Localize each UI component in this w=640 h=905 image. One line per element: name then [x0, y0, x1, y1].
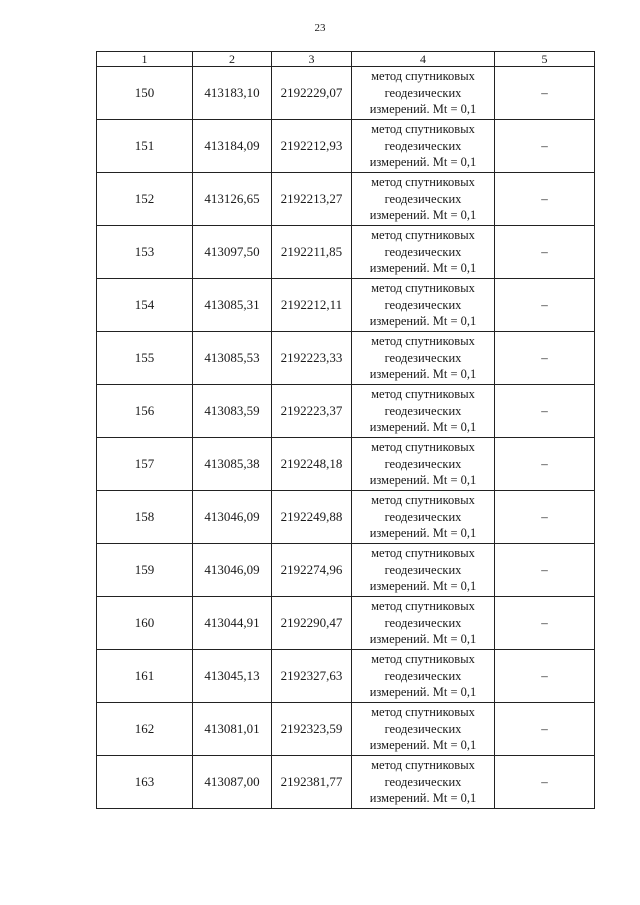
method-line: геодезических: [384, 191, 462, 206]
method-line: геодезических: [384, 138, 462, 153]
method-line: геодезических: [384, 721, 462, 736]
method-line: геодезических: [384, 85, 462, 100]
x-coordinate-cell: 413083,59: [193, 385, 272, 438]
method-line: метод спутниковых: [371, 546, 475, 561]
method-line: измерений. Mt = 0,1: [369, 102, 477, 117]
header-row: [97, 52, 595, 67]
point-number-cell: 152: [97, 173, 193, 226]
method-line: геодезических: [384, 509, 462, 524]
method-cell: [352, 650, 495, 703]
x-coordinate-cell: 413085,38: [193, 438, 272, 491]
column-header: 4: [352, 52, 495, 67]
y-coordinate-cell: 2192211,85: [272, 226, 352, 279]
note-cell: –: [495, 756, 595, 809]
method-cell: [352, 67, 495, 120]
table-row: [97, 650, 595, 703]
note-cell: –: [495, 438, 595, 491]
method-line: метод спутниковых: [371, 334, 475, 349]
method-line: измерений. Mt = 0,1: [369, 208, 477, 223]
point-number-cell: 155: [97, 332, 193, 385]
method-line: измерений. Mt = 0,1: [369, 685, 477, 700]
method-line: измерений. Mt = 0,1: [369, 579, 477, 594]
point-number-cell: 156: [97, 385, 193, 438]
method-cell: [352, 226, 495, 279]
point-number-cell: 160: [97, 597, 193, 650]
method-cell: [352, 491, 495, 544]
x-coordinate-cell: 413046,09: [193, 491, 272, 544]
note-cell: –: [495, 173, 595, 226]
table-row: [97, 226, 595, 279]
method-line: геодезических: [384, 456, 462, 471]
point-number-cell: 159: [97, 544, 193, 597]
method-line: геодезических: [384, 774, 462, 789]
note-cell: –: [495, 332, 595, 385]
y-coordinate-cell: 2192223,37: [272, 385, 352, 438]
x-coordinate-cell: 413097,50: [193, 226, 272, 279]
point-number-cell: 151: [97, 120, 193, 173]
method-line: измерений. Mt = 0,1: [369, 632, 477, 647]
note-cell: –: [495, 597, 595, 650]
column-header: 5: [495, 52, 595, 67]
method-line: геодезических: [384, 297, 462, 312]
x-coordinate-cell: 413046,09: [193, 544, 272, 597]
method-line: измерений. Mt = 0,1: [369, 526, 477, 541]
method-line: метод спутниковых: [371, 175, 475, 190]
page-number: 23: [314, 22, 326, 34]
x-coordinate-cell: 413183,10: [193, 67, 272, 120]
table-row: [97, 120, 595, 173]
note-cell: –: [495, 650, 595, 703]
method-cell: [352, 385, 495, 438]
x-coordinate-cell: 413081,01: [193, 703, 272, 756]
point-number-cell: 163: [97, 756, 193, 809]
point-number-cell: 154: [97, 279, 193, 332]
method-line: метод спутниковых: [371, 281, 475, 296]
table-row: [97, 597, 595, 650]
method-line: измерений. Mt = 0,1: [369, 261, 477, 276]
table-row: [97, 67, 595, 120]
table-row: [97, 332, 595, 385]
table-row: [97, 173, 595, 226]
point-number-cell: 162: [97, 703, 193, 756]
table-row: [97, 385, 595, 438]
table-row: [97, 544, 595, 597]
y-coordinate-cell: 2192229,07: [272, 67, 352, 120]
method-line: метод спутниковых: [371, 493, 475, 508]
method-line: метод спутниковых: [371, 758, 475, 773]
y-coordinate-cell: 2192327,63: [272, 650, 352, 703]
y-coordinate-cell: 2192323,59: [272, 703, 352, 756]
coordinates-table: [96, 51, 595, 809]
method-line: измерений. Mt = 0,1: [369, 738, 477, 753]
method-line: измерений. Mt = 0,1: [369, 791, 477, 806]
table-row: [97, 279, 595, 332]
method-line: геодезических: [384, 562, 462, 577]
method-line: метод спутниковых: [371, 440, 475, 455]
method-line: геодезических: [384, 668, 462, 683]
method-cell: [352, 597, 495, 650]
method-cell: [352, 703, 495, 756]
column-header: 3: [272, 52, 352, 67]
point-number-cell: 161: [97, 650, 193, 703]
note-cell: –: [495, 544, 595, 597]
method-cell: [352, 756, 495, 809]
method-cell: [352, 544, 495, 597]
note-cell: –: [495, 67, 595, 120]
y-coordinate-cell: 2192213,27: [272, 173, 352, 226]
method-line: геодезических: [384, 403, 462, 418]
x-coordinate-cell: 413085,31: [193, 279, 272, 332]
y-coordinate-cell: 2192248,18: [272, 438, 352, 491]
y-coordinate-cell: 2192381,77: [272, 756, 352, 809]
method-line: метод спутниковых: [371, 122, 475, 137]
x-coordinate-cell: 413044,91: [193, 597, 272, 650]
point-number-cell: 153: [97, 226, 193, 279]
x-coordinate-cell: 413045,13: [193, 650, 272, 703]
method-cell: [352, 173, 495, 226]
method-cell: [352, 438, 495, 491]
method-line: метод спутниковых: [371, 228, 475, 243]
y-coordinate-cell: 2192212,11: [272, 279, 352, 332]
method-line: измерений. Mt = 0,1: [369, 314, 477, 329]
table-row: [97, 491, 595, 544]
method-line: измерений. Mt = 0,1: [369, 367, 477, 382]
x-coordinate-cell: 413085,53: [193, 332, 272, 385]
x-coordinate-cell: 413126,65: [193, 173, 272, 226]
column-header: 2: [193, 52, 272, 67]
method-line: измерений. Mt = 0,1: [369, 155, 477, 170]
y-coordinate-cell: 2192290,47: [272, 597, 352, 650]
method-line: метод спутниковых: [371, 387, 475, 402]
method-line: геодезических: [384, 615, 462, 630]
method-line: метод спутниковых: [371, 705, 475, 720]
note-cell: –: [495, 226, 595, 279]
method-line: измерений. Mt = 0,1: [369, 473, 477, 488]
y-coordinate-cell: 2192212,93: [272, 120, 352, 173]
point-number-cell: 150: [97, 67, 193, 120]
note-cell: –: [495, 491, 595, 544]
column-header: 1: [97, 52, 193, 67]
method-line: геодезических: [384, 244, 462, 259]
method-cell: [352, 332, 495, 385]
table-row: [97, 703, 595, 756]
x-coordinate-cell: 413184,09: [193, 120, 272, 173]
table-body: [97, 67, 595, 809]
method-line: измерений. Mt = 0,1: [369, 420, 477, 435]
y-coordinate-cell: 2192223,33: [272, 332, 352, 385]
point-number-cell: 157: [97, 438, 193, 491]
method-line: метод спутниковых: [371, 69, 475, 84]
table-row: [97, 438, 595, 491]
y-coordinate-cell: 2192274,96: [272, 544, 352, 597]
method-cell: [352, 120, 495, 173]
note-cell: –: [495, 279, 595, 332]
note-cell: –: [495, 120, 595, 173]
table-row: [97, 756, 595, 809]
note-cell: –: [495, 385, 595, 438]
method-line: метод спутниковых: [371, 652, 475, 667]
method-line: геодезических: [384, 350, 462, 365]
x-coordinate-cell: 413087,00: [193, 756, 272, 809]
method-cell: [352, 279, 495, 332]
note-cell: –: [495, 703, 595, 756]
point-number-cell: 158: [97, 491, 193, 544]
method-line: метод спутниковых: [371, 599, 475, 614]
y-coordinate-cell: 2192249,88: [272, 491, 352, 544]
